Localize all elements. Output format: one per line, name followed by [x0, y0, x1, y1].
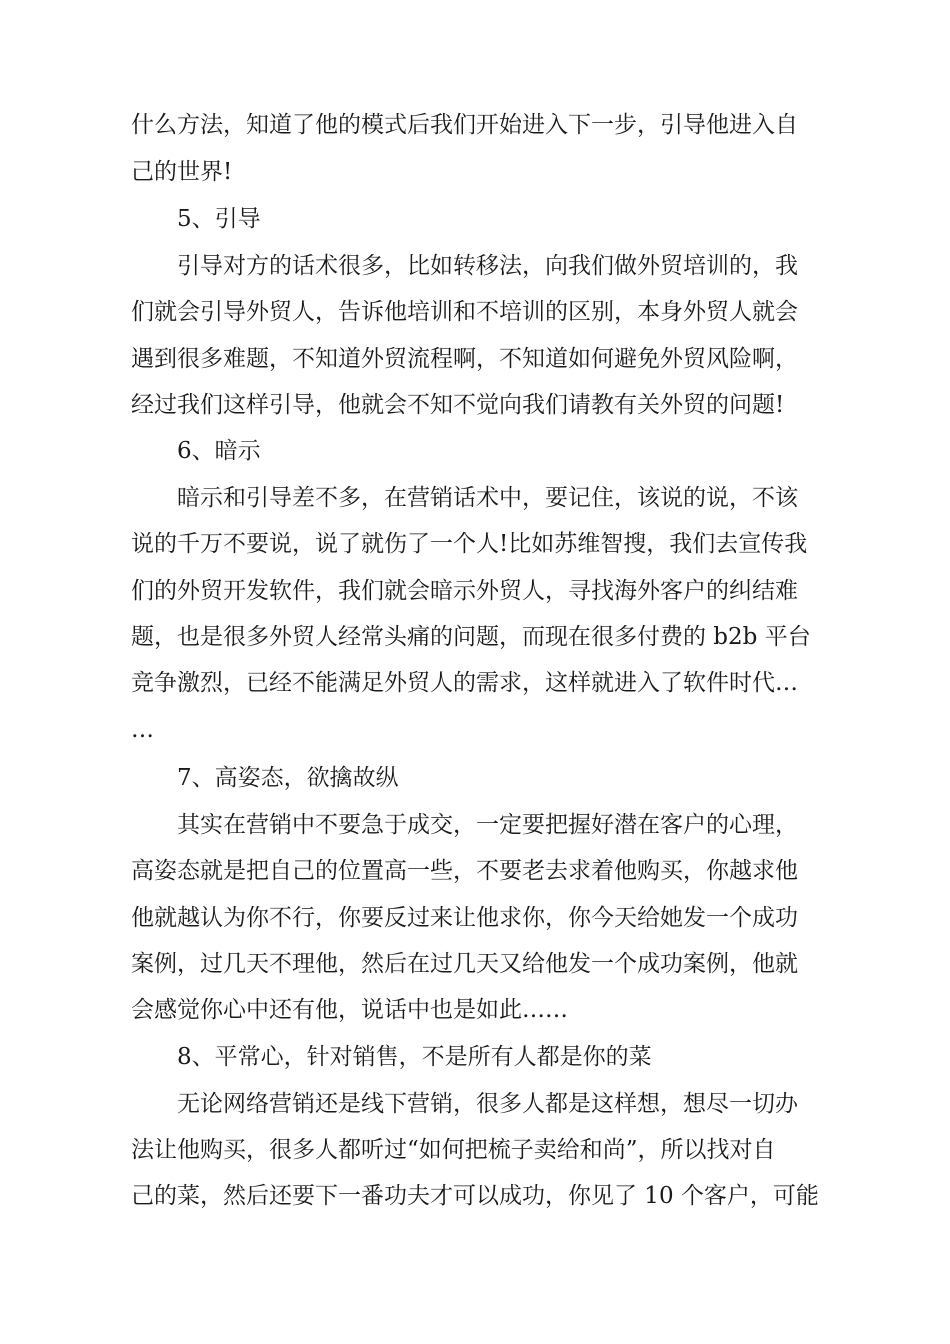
text-line: 己的世界!: [131, 159, 233, 185]
section-heading-8: 8、平常心，针对销售，不是所有人都是你的菜: [177, 1044, 652, 1070]
text-line: 遇到很多难题，不知道外贸流程啊，不知道如何避免外贸风险啊，: [131, 346, 798, 372]
section-heading-6: 6、暗示: [177, 438, 261, 464]
text-line: 法让他购买，很多人都听过“如何把梳子卖给和尚”，所以找对自: [131, 1137, 776, 1163]
text-line: 会感觉你心中还有他，说话中也是如此……: [131, 997, 568, 1023]
text-line: 己的菜，然后还要下一番功夫才可以成功，你见了 10 个客户，可能: [131, 1183, 819, 1209]
text-line: 暗示和引导差不多，在营销话术中，要记住，该说的说，不该: [177, 485, 798, 511]
text-line: 其实在营销中不要急于成交，一定要把握好潜在客户的心理，: [177, 812, 798, 838]
section-heading-7: 7、高姿态，欲擒故纵: [177, 765, 399, 791]
text-line: …: [131, 717, 154, 743]
text-line: 什么方法，知道了他的模式后我们开始进入下一步，引导他进入自: [131, 112, 798, 138]
text-line: 竞争激烈，已经不能满足外贸人的需求，这样就进入了软件时代…: [131, 670, 798, 696]
text-line: 们的外贸开发软件，我们就会暗示外贸人，寻找海外客户的纠结难: [131, 578, 798, 604]
text-line: 无论网络营销还是线下营销，很多人都是这样想，想尽一切办: [177, 1091, 798, 1117]
section-heading-5: 5、引导: [177, 206, 261, 232]
text-line: 高姿态就是把自己的位置高一些，不要老去求着他购买，你越求他: [131, 858, 798, 884]
text-line: 案例，过几天不理他，然后在过几天又给他发一个成功案例，他就: [131, 951, 798, 977]
text-line: 经过我们这样引导，他就会不知不觉向我们请教有关外贸的问题!: [131, 392, 785, 418]
text-line: 他就越认为你不行，你要反过来让他求你，你今天给她发一个成功: [131, 905, 798, 931]
text-line: 说的千万不要说，说了就伤了一个人!比如苏维智搜，我们去宣传我: [131, 531, 808, 557]
text-line: 题，也是很多外贸人经常头痛的问题，而现在很多付费的 b2b 平台: [131, 624, 811, 650]
text-line: 引导对方的话术很多，比如转移法，向我们做外贸培训的，我: [177, 253, 798, 279]
text-line: 们就会引导外贸人，告诉他培训和不培训的区别，本身外贸人就会: [131, 299, 798, 325]
